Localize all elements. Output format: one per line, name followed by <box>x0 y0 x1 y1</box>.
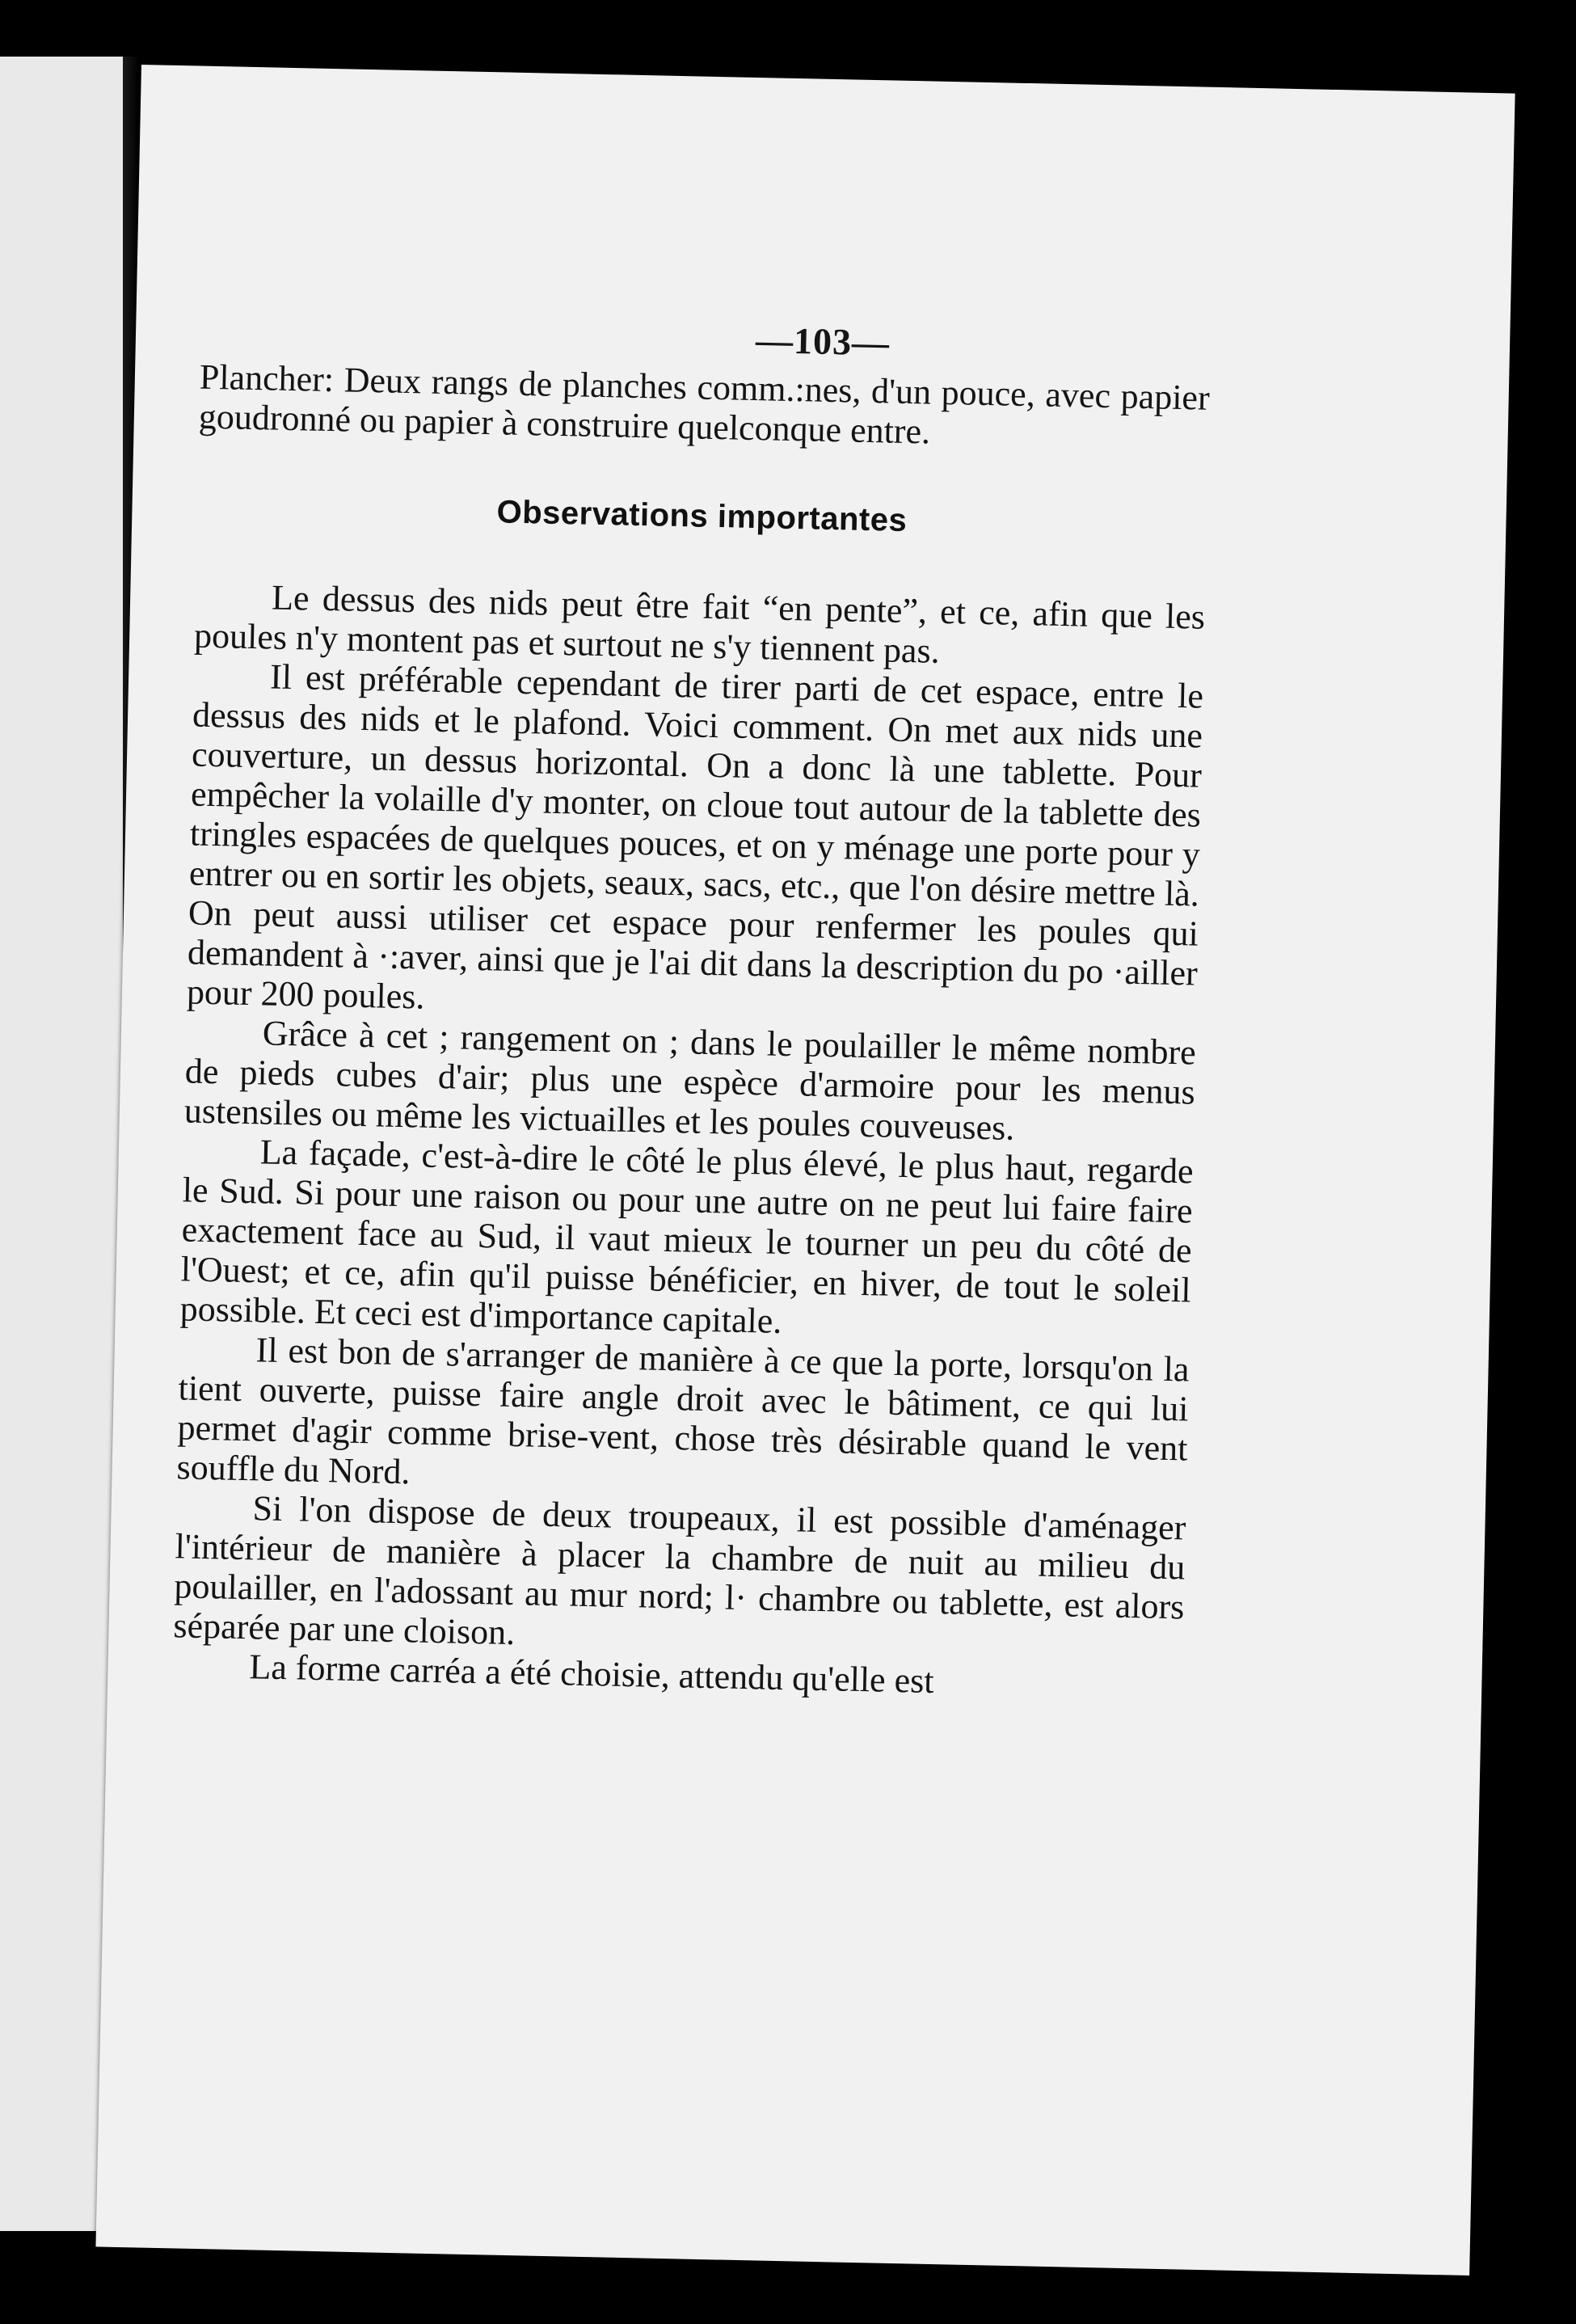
paragraph-plancher: Plancher: Deux rangs de planches comm.:nes, d'un pouce, avec papier goudronné ou papier à construire quelconque entre. <box>198 356 1211 452</box>
paragraph: Il est bon de s'arranger de manière à ce que la porte, lorsqu'on la tient ouverte, puisse faire angle droit avec le bâtiment, ce qui lui permet d'agir comme brise-vent, chose très désirable quand le vent souffle du Nord. <box>176 1330 1190 1492</box>
paragraph: Le dessus des nids peut être fait “en pente”, et ce, afin que les poules n'y montent pas et surtout ne s'y tiennent pas. <box>193 577 1206 671</box>
paragraph: Il est préférable cependant de tirer parti de cet espace, entre le dessus des nids et le plafond. Voici comment. On met aux nids une couverture, un dessus horizontal. On a donc là une tablette. Pour empêcher la volaille d'y monter, on cloue tout autour de la tablette des tringles espacées de quelques pouces, et on y ménage une porte pour y entrer ou en sortir les objets, seaux, sacs, etc., que l'on désire mettre là. On peut aussi utiliser cet espace pour renfermer les poules qui demandent à ·:aver, ainsi que je l'ai dit dans la description du po ·ailler pour 200 poules. <box>186 656 1204 1017</box>
paragraph: La façade, c'est-à-dire le côté le plus élevé, le plus haut, regarde le Sud. Si pour une raison ou pour une autre on ne peut lui faire faire exactement face au Sud, il vaut mieux le tourner un peu du côté de l'Ouest; et ce, afin qu'il puisse bénéficier, en hiver, de tout le soleil possible. Et ceci est d'importance capitale. <box>179 1132 1195 1341</box>
paragraph: Si l'on dispose de deux troupeaux, il est possible d'aménager l'intérieur de manière à placer la chambre de nuit au milieu du poulailler, en l'adossant au mur nord; l· chambre ou tablette, est alors séparée par une cloison. <box>173 1488 1186 1653</box>
paragraph: Grâce à cet ; rangement on ; dans le poulailler le même nombre de pieds cubes d'air; plus une espèce d'armoire pour les menus ustensiles ou même les victuailles et les poules couveuses. <box>183 1013 1197 1148</box>
section-heading: Observations importantes <box>496 494 908 538</box>
page-number: —103— <box>755 318 891 364</box>
paragraph: La forme carréa a été choisie, attendu qu'elle est <box>249 1647 935 1701</box>
page-body <box>172 357 1210 1706</box>
book-page <box>95 65 1515 2275</box>
